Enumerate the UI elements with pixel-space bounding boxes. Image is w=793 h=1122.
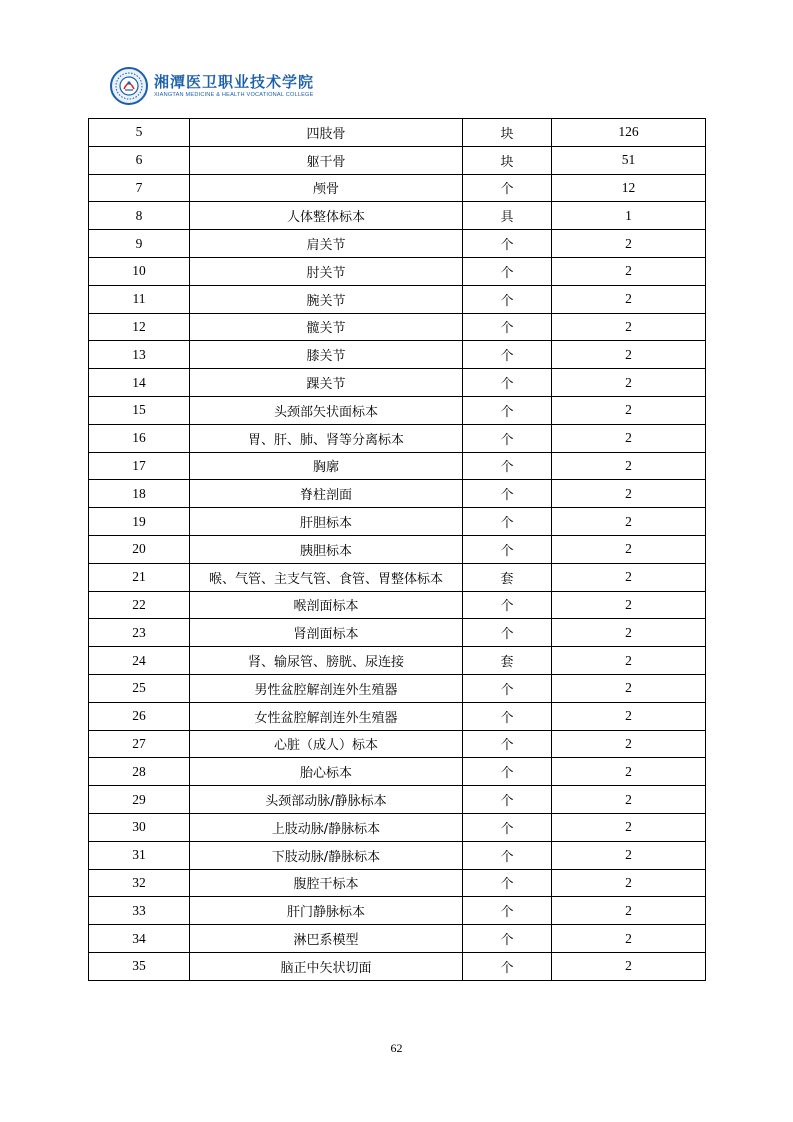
table-row: [89, 313, 706, 341]
cell-quantity: 2: [552, 841, 706, 869]
cell-number: 8: [89, 202, 190, 230]
cell-number: 33: [89, 897, 190, 925]
cell-item-name: 上肢动脉/静脉标本: [190, 813, 463, 841]
cell-number: 26: [89, 702, 190, 730]
table-row: [89, 674, 706, 702]
cell-unit: 个: [463, 869, 552, 897]
cell-item-name: 胸廓: [190, 452, 463, 480]
cell-item-name: 喉剖面标本: [190, 591, 463, 619]
cell-quantity: 2: [552, 897, 706, 925]
cell-item-name: 男性盆腔解剖连外生殖器: [190, 674, 463, 702]
cell-number: 34: [89, 925, 190, 953]
college-name: [154, 74, 314, 99]
cell-unit: 个: [463, 285, 552, 313]
table-row: [89, 591, 706, 619]
cell-number: 21: [89, 563, 190, 591]
cell-quantity: 2: [552, 230, 706, 258]
table-row: [89, 841, 706, 869]
table-row: [89, 869, 706, 897]
cell-unit: 个: [463, 702, 552, 730]
cell-quantity: 2: [552, 730, 706, 758]
cell-quantity: 12: [552, 174, 706, 202]
table-row: [89, 952, 706, 980]
cell-unit: 个: [463, 480, 552, 508]
cell-unit: 个: [463, 897, 552, 925]
cell-quantity: 2: [552, 396, 706, 424]
college-logo-icon: [110, 67, 148, 105]
cell-number: 28: [89, 758, 190, 786]
cell-quantity: 126: [552, 119, 706, 147]
cell-number: 7: [89, 174, 190, 202]
cell-item-name: 腹腔干标本: [190, 869, 463, 897]
table-row: [89, 480, 706, 508]
cell-number: 10: [89, 257, 190, 285]
cell-unit: 个: [463, 396, 552, 424]
table-row: [89, 730, 706, 758]
cell-item-name: 心脏（成人）标本: [190, 730, 463, 758]
cell-quantity: 2: [552, 591, 706, 619]
table-row: [89, 341, 706, 369]
cell-unit: 个: [463, 786, 552, 814]
equipment-table: [88, 118, 706, 981]
cell-unit: 个: [463, 508, 552, 536]
table-row: [89, 202, 706, 230]
cell-unit: 块: [463, 119, 552, 147]
equipment-table-body: [89, 119, 706, 981]
cell-item-name: 腕关节: [190, 285, 463, 313]
cell-item-name: 胃、肝、肺、肾等分离标本: [190, 424, 463, 452]
cell-number: 24: [89, 647, 190, 675]
cell-unit: 个: [463, 313, 552, 341]
cell-unit: 个: [463, 424, 552, 452]
college-name-en: XIANGTAN MEDICINE & HEALTH VOCATIONAL COLLEGE: [154, 91, 314, 98]
cell-item-name: 胎心标本: [190, 758, 463, 786]
table-row: [89, 285, 706, 313]
cell-quantity: 2: [552, 952, 706, 980]
cell-quantity: 2: [552, 369, 706, 397]
cell-unit: 套: [463, 563, 552, 591]
cell-quantity: 51: [552, 146, 706, 174]
cell-item-name: 四肢骨: [190, 119, 463, 147]
cell-number: 30: [89, 813, 190, 841]
table-row: [89, 563, 706, 591]
cell-number: 13: [89, 341, 190, 369]
cell-unit: 个: [463, 730, 552, 758]
cell-unit: 个: [463, 257, 552, 285]
table-row: [89, 619, 706, 647]
cell-item-name: 下肢动脉/静脉标本: [190, 841, 463, 869]
table-row: [89, 369, 706, 397]
cell-unit: 个: [463, 841, 552, 869]
cell-number: 29: [89, 786, 190, 814]
cell-item-name: 肾剖面标本: [190, 619, 463, 647]
cell-quantity: 2: [552, 925, 706, 953]
cell-number: 6: [89, 146, 190, 174]
cell-quantity: 2: [552, 341, 706, 369]
table-row: [89, 508, 706, 536]
cell-number: 9: [89, 230, 190, 258]
table-row: [89, 786, 706, 814]
cell-unit: 个: [463, 591, 552, 619]
cell-unit: 个: [463, 230, 552, 258]
table-row: [89, 535, 706, 563]
cell-unit: 个: [463, 341, 552, 369]
cell-item-name: 肘关节: [190, 257, 463, 285]
table-row: [89, 647, 706, 675]
cell-item-name: 人体整体标本: [190, 202, 463, 230]
cell-number: 5: [89, 119, 190, 147]
cell-unit: 块: [463, 146, 552, 174]
cell-number: 31: [89, 841, 190, 869]
cell-quantity: 2: [552, 313, 706, 341]
cell-quantity: 2: [552, 535, 706, 563]
cell-unit: 套: [463, 647, 552, 675]
cell-item-name: 脊柱剖面: [190, 480, 463, 508]
cell-quantity: 2: [552, 758, 706, 786]
cell-quantity: 2: [552, 647, 706, 675]
cell-item-name: 女性盆腔解剖连外生殖器: [190, 702, 463, 730]
cell-unit: 个: [463, 952, 552, 980]
cell-quantity: 2: [552, 813, 706, 841]
cell-quantity: 2: [552, 480, 706, 508]
college-name-cn: 湘潭医卫职业技术学院: [154, 72, 315, 91]
cell-unit: 个: [463, 535, 552, 563]
table-row: [89, 119, 706, 147]
cell-quantity: 2: [552, 674, 706, 702]
cell-number: 32: [89, 869, 190, 897]
cell-quantity: 2: [552, 424, 706, 452]
cell-quantity: 2: [552, 702, 706, 730]
table-row: [89, 146, 706, 174]
cell-number: 35: [89, 952, 190, 980]
cell-item-name: 头颈部矢状面标本: [190, 396, 463, 424]
cell-number: 23: [89, 619, 190, 647]
cell-number: 19: [89, 508, 190, 536]
cell-quantity: 2: [552, 257, 706, 285]
cell-unit: 个: [463, 813, 552, 841]
page-number: 62: [390, 1041, 403, 1055]
cell-unit: 个: [463, 452, 552, 480]
cell-number: 18: [89, 480, 190, 508]
page-header: [110, 66, 314, 106]
table-row: [89, 396, 706, 424]
cell-number: 20: [89, 535, 190, 563]
cell-quantity: 2: [552, 508, 706, 536]
table-row: [89, 758, 706, 786]
cell-quantity: 1: [552, 202, 706, 230]
table-row: [89, 174, 706, 202]
cell-quantity: 2: [552, 619, 706, 647]
cell-quantity: 2: [552, 452, 706, 480]
table-row: [89, 813, 706, 841]
cell-number: 22: [89, 591, 190, 619]
cell-quantity: 2: [552, 285, 706, 313]
cell-item-name: 头颈部动脉/静脉标本: [190, 786, 463, 814]
cell-item-name: 脑正中矢状切面: [190, 952, 463, 980]
cell-item-name: 肝门静脉标本: [190, 897, 463, 925]
cell-unit: 个: [463, 174, 552, 202]
table-row: [89, 424, 706, 452]
cell-unit: 个: [463, 619, 552, 647]
cell-number: 16: [89, 424, 190, 452]
table-row: [89, 257, 706, 285]
table-row: [89, 925, 706, 953]
cell-number: 17: [89, 452, 190, 480]
cell-number: 14: [89, 369, 190, 397]
cell-item-name: 踝关节: [190, 369, 463, 397]
cell-number: 15: [89, 396, 190, 424]
cell-number: 27: [89, 730, 190, 758]
cell-number: 25: [89, 674, 190, 702]
cell-item-name: 肾、输尿管、膀胱、尿连接: [190, 647, 463, 675]
table-row: [89, 702, 706, 730]
cell-quantity: 2: [552, 786, 706, 814]
cell-quantity: 2: [552, 869, 706, 897]
cell-item-name: 颅骨: [190, 174, 463, 202]
cell-item-name: 淋巴系模型: [190, 925, 463, 953]
cell-item-name: 膝关节: [190, 341, 463, 369]
cell-unit: 具: [463, 202, 552, 230]
cell-item-name: 喉、气管、主支气管、食管、胃整体标本: [190, 563, 463, 591]
cell-item-name: 肝胆标本: [190, 508, 463, 536]
table-row: [89, 897, 706, 925]
cell-quantity: 2: [552, 563, 706, 591]
cell-number: 12: [89, 313, 190, 341]
cell-unit: 个: [463, 369, 552, 397]
cell-item-name: 胰胆标本: [190, 535, 463, 563]
cell-unit: 个: [463, 674, 552, 702]
table-row: [89, 452, 706, 480]
cell-unit: 个: [463, 758, 552, 786]
cell-item-name: 躯干骨: [190, 146, 463, 174]
cell-item-name: 肩关节: [190, 230, 463, 258]
cell-number: 11: [89, 285, 190, 313]
cell-unit: 个: [463, 925, 552, 953]
table-row: [89, 230, 706, 258]
cell-item-name: 髋关节: [190, 313, 463, 341]
